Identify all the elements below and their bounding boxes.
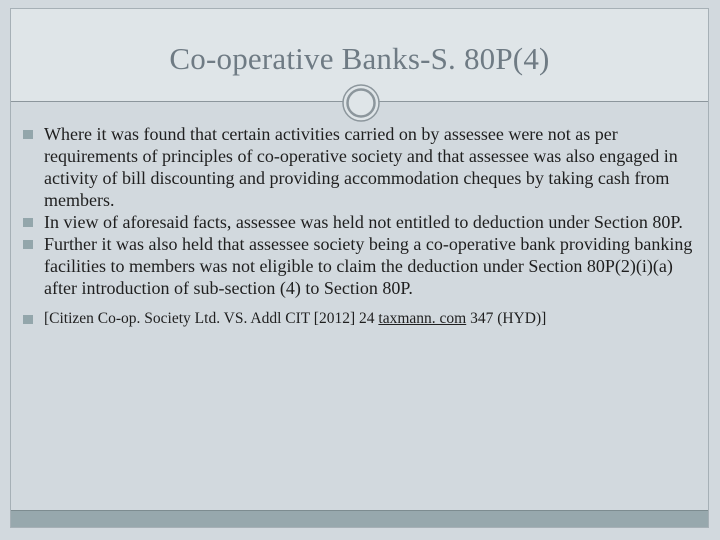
ring-ornament-icon (341, 83, 381, 123)
slide-title: Co-operative Banks-S. 80P(4) (169, 41, 550, 76)
square-bullet-icon (23, 315, 33, 324)
bullet-text: Further it was also held that assessee society being a co-operative bank providing banking facilities to members was not eligible to claim the deduction under Section 80P(2)(i)(a) after introduction of sub-section (4) to Section 80P. (44, 234, 693, 298)
bullet-item (19, 233, 699, 299)
footer-band (11, 510, 708, 527)
citation-item (19, 309, 699, 329)
bullet-item (19, 123, 699, 211)
slide (10, 8, 709, 528)
square-bullet-icon (23, 240, 33, 249)
square-bullet-icon (23, 218, 33, 227)
bullet-text: Where it was found that certain activities carried on by assessee were not as per requirements of principles of co-operative society and that assessee was also engaged in activity of bill discounting and providing accommodation cheques by taking cash from members. (44, 124, 678, 210)
citation-link[interactable]: taxmann. com (378, 310, 467, 327)
bullet-text: In view of aforesaid facts, assessee was held not entitled to deduction under Section 80P. (44, 212, 683, 232)
citation-text-before: [Citizen Co-op. Society Ltd. VS. Addl CIT [2012] 24 (44, 310, 379, 327)
bullet-item (19, 211, 699, 233)
bullet-list (19, 123, 699, 329)
square-bullet-icon (23, 130, 33, 139)
citation-text-after: 347 (HYD)] (466, 310, 547, 327)
